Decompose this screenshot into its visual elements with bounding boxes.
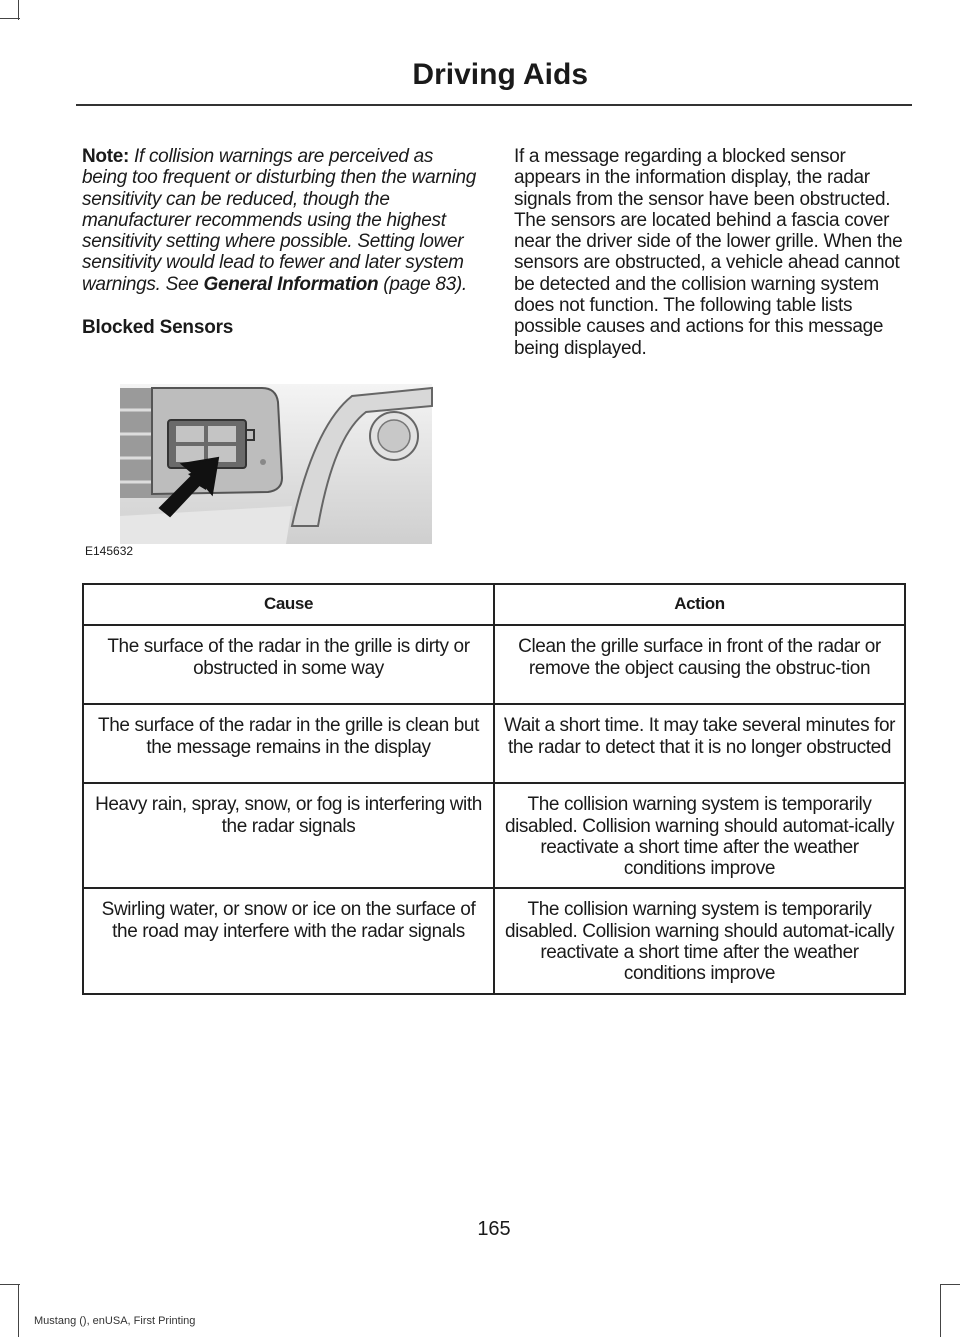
- grille-sensor-illustration: [82, 366, 434, 560]
- crop-mark-top-left-horizontal: [0, 18, 20, 19]
- page-number: 165: [477, 1218, 511, 1240]
- crop-mark-bottom-right-horizontal: [940, 1284, 960, 1285]
- table-row: [83, 704, 905, 783]
- sensor-location-figure: [82, 366, 434, 560]
- header-divider: [76, 104, 912, 106]
- cause-cell: The surface of the radar in the grille is clean but the message remains in the display: [83, 704, 494, 783]
- note-page-reference: (page 83).: [378, 273, 467, 295]
- table-header-row: [83, 584, 905, 625]
- action-cell: Clean the grille surface in front of the radar or remove the object causing the obstruc-tion: [494, 625, 905, 704]
- action-cell: The collision warning system is temporarily disabled. Collision warning should automat-ically reactivate a short time after the weather conditions improve: [494, 783, 905, 888]
- section-subheading: Blocked Sensors: [82, 317, 234, 339]
- action-cell: The collision warning system is temporarily disabled. Collision warning should automat-ically reactivate a short time after the weather conditions improve: [494, 888, 905, 993]
- column-header-cause: Cause: [83, 584, 494, 625]
- note-paragraph: [82, 146, 482, 295]
- body-paragraph: If a message regarding a blocked sensor appears in the information display, the radar signals from the sensor have been obstructed. The sensors are located behind a fascia cover near the driver side of the lower grille. When the sensors are obstructed, a vehicle ahead cannot be detected and the collision warning system does not function. The following table lists possible causes and actions for this message being displayed.: [514, 146, 903, 359]
- crop-mark-bottom-right-vertical: [940, 1284, 941, 1337]
- crop-mark-bottom-left-horizontal: [0, 1284, 20, 1285]
- causes-actions-table: [82, 583, 906, 995]
- column-header-action: Action: [494, 584, 905, 625]
- right-column: [514, 146, 910, 359]
- note-text: If collision warnings are perceived as being too frequent or disturbing then the warning sensitivity can be reduced, though the manufacturer recommends using the highest sensitivity setting where possible. Setting lower sensitivity would lead to fewer and later system warnings. See: [82, 146, 477, 295]
- left-column: [82, 146, 482, 339]
- table-row: [83, 625, 905, 704]
- crop-mark-bottom-left-vertical: [18, 1284, 19, 1337]
- crop-mark-top-left-vertical: [18, 0, 19, 20]
- cause-cell: The surface of the radar in the grille is dirty or obstructed in some way: [83, 625, 494, 704]
- note-lead: Note:: [82, 146, 130, 167]
- action-cell: Wait a short time. It may take several minutes for the radar to detect that it is no longer obstructed: [494, 704, 905, 783]
- note-cross-reference-link[interactable]: General Information: [203, 273, 379, 295]
- footer-text: Mustang (), enUSA, First Printing: [34, 1315, 196, 1327]
- table-row: [83, 783, 905, 888]
- cause-cell: Swirling water, or snow or ice on the surface of the road may interfere with the radar signals: [83, 888, 494, 993]
- table-row: [83, 888, 905, 993]
- figure-code: E145632: [85, 544, 134, 558]
- cause-cell: Heavy rain, spray, snow, or fog is interfering with the radar signals: [83, 783, 494, 888]
- page-title: Driving Aids: [412, 58, 588, 91]
